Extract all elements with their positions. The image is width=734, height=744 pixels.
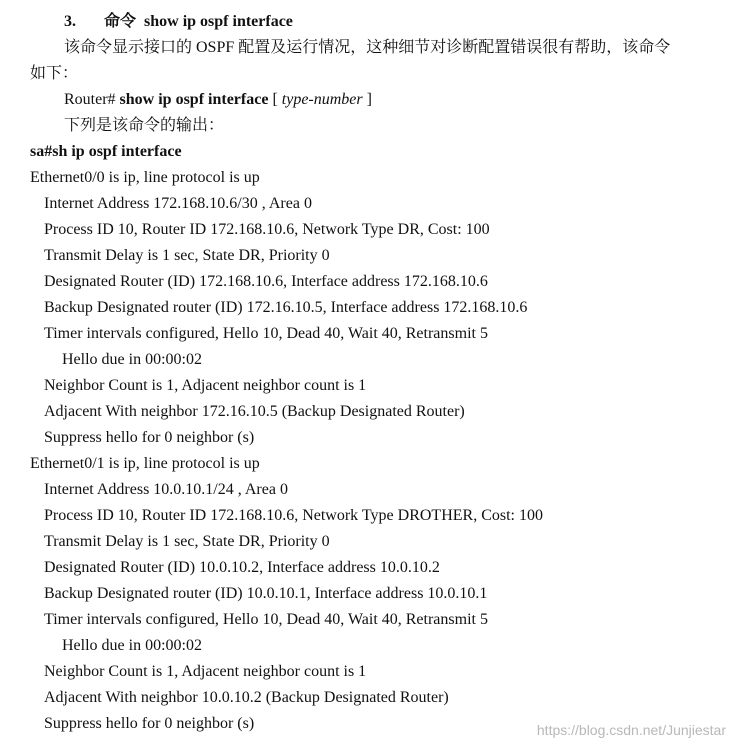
output-intro: 下列是该命令的输出：	[64, 117, 225, 134]
output-line: Transmit Delay is 1 sec, State DR, Priority 0	[44, 533, 330, 550]
output-line: Process ID 10, Router ID 172.168.10.6, Network Type DR, Cost: 100	[44, 221, 490, 238]
intro-line-2: 如下：	[30, 65, 79, 82]
output-line: Internet Address 172.168.10.6/30 , Area 0	[44, 195, 312, 212]
syntax-param: type-number	[281, 91, 363, 108]
section-title-command: show ip ospf interface	[144, 13, 293, 30]
output-line: Adjacent With neighbor 10.0.10.2 (Backup Designated Router)	[44, 689, 449, 706]
syntax-bracket-open: [	[268, 91, 282, 108]
intro-line-1: 该命令显示接口的 OSPF 配置及运行情况，这种细节对诊断配置错误很有帮助，该命令	[64, 39, 671, 56]
output-line: Neighbor Count is 1, Adjacent neighbor count is 1	[44, 377, 367, 394]
interface-status-line: Ethernet0/0 is ip, line protocol is up	[30, 169, 260, 186]
output-line: Suppress hello for 0 neighbor (s)	[44, 715, 255, 732]
section-title-cn: 命令	[104, 13, 137, 30]
output-line: Hello due in 00:00:02	[62, 637, 202, 654]
output-line: Internet Address 10.0.10.1/24 , Area 0	[44, 481, 288, 498]
watermark: https://blog.csdn.net/Junjiestar	[536, 722, 726, 738]
syntax-bracket-close: ]	[362, 91, 372, 108]
output-line: Timer intervals configured, Hello 10, Dead 40, Wait 40, Retransmit 5	[44, 325, 488, 342]
output-line: Process ID 10, Router ID 172.168.10.6, Network Type DROTHER, Cost: 100	[44, 507, 543, 524]
command-syntax	[64, 90, 372, 110]
command-line: sa#sh ip ospf interface	[30, 143, 182, 160]
section-number: 3.	[64, 13, 76, 30]
output-line: Hello due in 00:00:02	[62, 351, 202, 368]
interface-status-line: Ethernet0/1 is ip, line protocol is up	[30, 455, 260, 472]
output-line: Transmit Delay is 1 sec, State DR, Priority 0	[44, 247, 330, 264]
syntax-command: show ip ospf interface	[119, 91, 269, 108]
output-line: Timer intervals configured, Hello 10, Dead 40, Wait 40, Retransmit 5	[44, 611, 488, 628]
output-line: Backup Designated router (ID) 172.16.10.5, Interface address 172.168.10.6	[44, 299, 528, 316]
output-line: Adjacent With neighbor 172.16.10.5 (Backup Designated Router)	[44, 403, 465, 420]
output-line: Designated Router (ID) 172.168.10.6, Interface address 172.168.10.6	[44, 273, 488, 290]
output-line: Backup Designated router (ID) 10.0.10.1, Interface address 10.0.10.1	[44, 585, 488, 602]
output-line: Designated Router (ID) 10.0.10.2, Interface address 10.0.10.2	[44, 559, 440, 576]
output-line: Suppress hello for 0 neighbor (s)	[44, 429, 255, 446]
section-heading	[64, 12, 293, 32]
syntax-prefix: Router#	[64, 91, 120, 108]
output-line: Neighbor Count is 1, Adjacent neighbor count is 1	[44, 663, 367, 680]
